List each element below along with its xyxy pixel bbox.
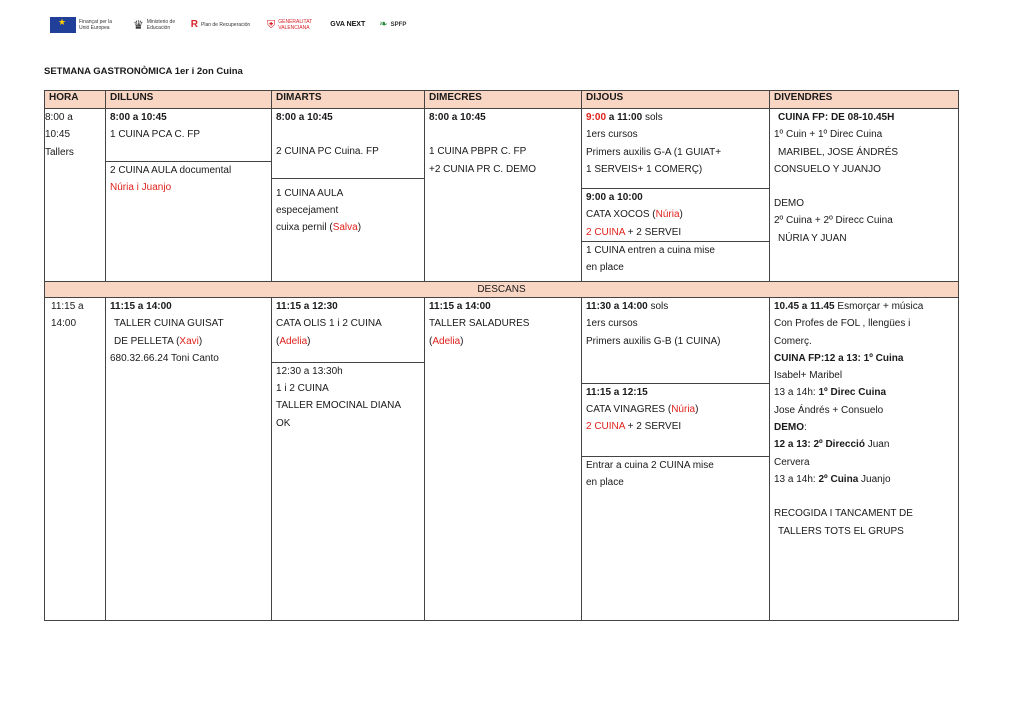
- morning-row: [45, 109, 959, 282]
- afternoon-dimarts: 11:15 a 12:30 CATA OLIS 1 i 2 CUINA (Adelia) 12:30 a 13:30h 1 i 2 CUINA TALLER EMOCINAL DIANA OK: [272, 298, 425, 621]
- afternoon-row: [45, 298, 959, 621]
- afternoon-dijous: 11:30 a 14:00 sols 1ers cursos Primers auxilis G-B (1 CUINA) 11:15 a 12:15 CATA VINAGRES (Núria) 2 CUINA + 2 SERVEI Entrar a cuina 2 CUINA mise en place: [582, 298, 770, 621]
- page-title: SETMANA GASTRONÒMICA 1er i 2on Cuina: [44, 66, 243, 77]
- logo-strip: [50, 14, 406, 36]
- morning-hora: 8:00 a 10:45 Tallers: [45, 109, 106, 282]
- header-hora: HORA: [45, 91, 106, 109]
- ministry-logo: ♛ Ministerio de Educación: [133, 18, 176, 32]
- header-dimecres: DIMECRES: [425, 91, 582, 109]
- schedule-table: [44, 90, 959, 621]
- crest-icon: ♛: [133, 18, 144, 32]
- eu-flag-icon: [50, 17, 76, 33]
- generalitat-logo: ⛨ GENERALITAT VALENCIANA: [267, 19, 313, 31]
- spfp-logo: ❧ SPFP: [379, 19, 407, 30]
- morning-dijous: 9:00 a 11:00 sols 1ers cursos Primers auxilis G-A (1 GUIAT+ 1 SERVEIS+ 1 COMERÇ) 9:00 a 10:00 CATA XOCOS (Núria) 2 CUINA + 2 SERVEI 1 CUINA entren a cuina mise en place: [582, 109, 770, 282]
- morning-dimarts: 8:00 a 10:45 2 CUINA PC Cuina. FP 1 CUINA AULA especejament cuixa pernil (Salva): [272, 109, 425, 282]
- prtr-mark-icon: R: [190, 19, 198, 30]
- morning-dimecres: 8:00 a 10:45 1 CUINA PBPR C. FP +2 CUNIA PR C. DEMO: [425, 109, 582, 282]
- morning-dilluns: 8:00 a 10:45 1 CUINA PCA C. FP 2 CUINA AULA documental Núria i Juanjo: [106, 109, 272, 282]
- afternoon-dilluns: 11:15 a 14:00 TALLER CUINA GUISAT DE PELLETA (Xavi) 680.32.66.24 Toni Canto: [106, 298, 272, 621]
- gvanext-logo: GVA NEXT: [330, 21, 366, 28]
- morning-divendres: CUINA FP: DE 08-10.45H 1º Cuin + 1º Direc Cuina MARIBEL, JOSE ÁNDRÉS CONSUELO Y JUANJO DEMO 2º Cuina + 2º Direcc Cuina NÚRIA Y JUAN: [770, 109, 959, 282]
- header-dilluns: DILLUNS: [106, 91, 272, 109]
- descans-row: [45, 282, 959, 298]
- afternoon-hora: 11:15 a 14:00: [45, 298, 106, 621]
- descans-label: DESCANS: [45, 282, 959, 298]
- spfp-leaf-icon: ❧: [379, 19, 388, 30]
- header-dijous: DIJOUS: [582, 91, 770, 109]
- afternoon-divendres: 10.45 a 11.45 Esmorçar + música Con Profes de FOL , llengües i Comerç. CUINA FP:12 a 13: 1º Cuina Isabel+ Maribel 13 a 14h: 1º Direc Cuina Jose Ándrés + Consuelo DEMO: 12 a 13: 2º Direcció Juan Cervera 13 a 14h: 2º Cuina Juanjo RECOGIDA I TANCAMENT DE TALLERS TOTS EL GRUPS: [770, 298, 959, 621]
- header-row: [45, 91, 959, 109]
- header-divendres: DIVENDRES: [770, 91, 959, 109]
- generalitat-shield-icon: ⛨: [267, 19, 276, 31]
- afternoon-dimecres: 11:15 a 14:00 TALLER SALADURES (Adelia): [425, 298, 582, 621]
- eu-logo: ★ Finançat per la Unió Europea: [50, 17, 119, 33]
- prtr-logo: R Plan de Recuperación: [190, 19, 251, 30]
- header-dimarts: DIMARTS: [272, 91, 425, 109]
